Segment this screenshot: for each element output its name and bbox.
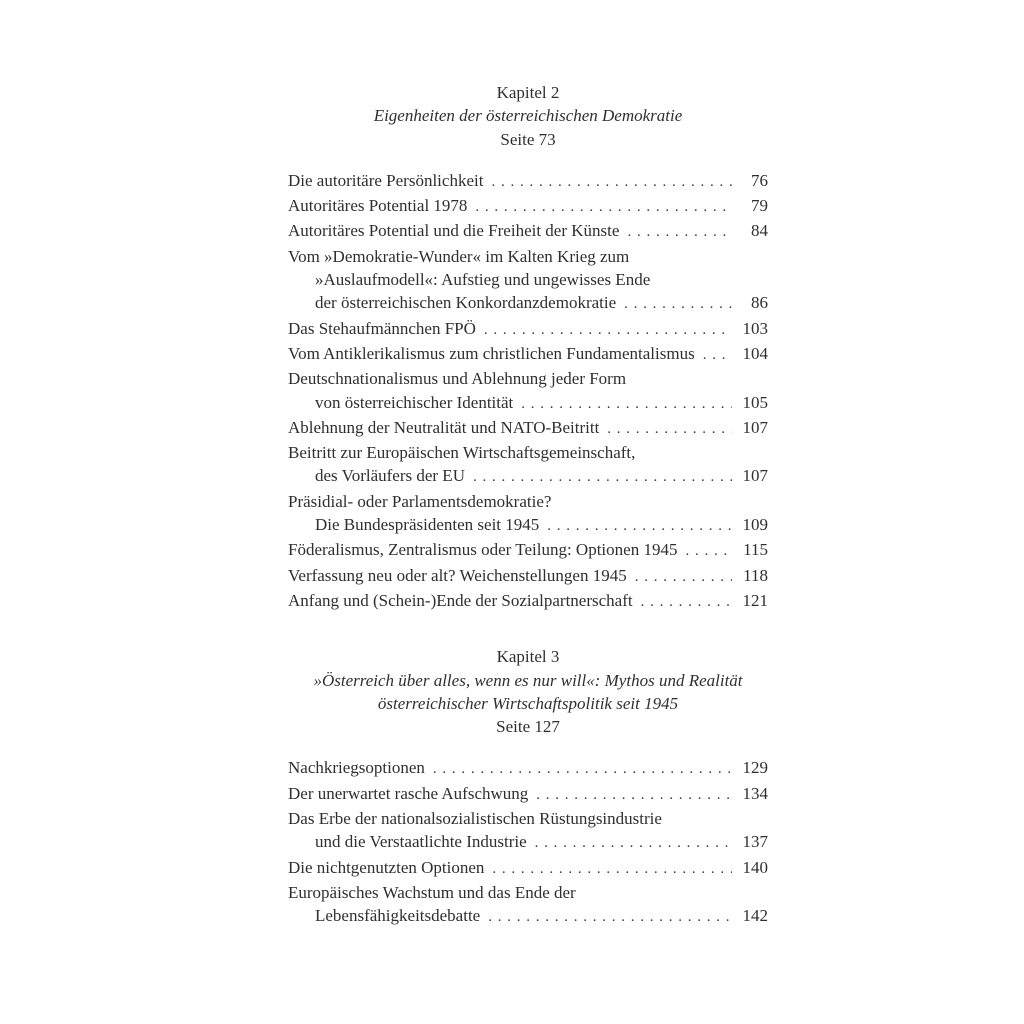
entry-text: Ablehnung der Neutralität und NATO-Beitritt xyxy=(288,417,600,437)
toc-entry xyxy=(288,538,768,563)
dot-leader xyxy=(685,538,732,563)
dot-leader xyxy=(488,904,732,929)
toc-entry-line xyxy=(288,291,768,316)
entry-text: des Vorläufers der EU xyxy=(315,466,465,486)
toc-entry-line xyxy=(288,194,768,219)
entry-text: von österreichischer Identität xyxy=(315,392,514,412)
page-number: 86 xyxy=(751,293,768,313)
toc-entry xyxy=(288,807,768,856)
dot-leader xyxy=(491,169,732,194)
toc-entry xyxy=(288,756,768,781)
toc-entry xyxy=(288,490,768,539)
table-of-contents xyxy=(288,81,768,930)
chapter-title: Kapitel 2 xyxy=(496,83,560,102)
entry-text: Deutschnationalismus und Ablehnung jeder Form xyxy=(288,369,627,389)
dot-leader xyxy=(492,856,732,881)
toc-entry xyxy=(288,245,768,317)
page-number: 142 xyxy=(742,906,768,926)
entry-text: der österreichischen Konkordanzdemokratie xyxy=(315,293,617,313)
toc-entry-line xyxy=(288,807,768,830)
toc-entry-line xyxy=(288,782,768,807)
entry-text: Anfang und (Schein-)Ende der Sozialpartnerschaft xyxy=(288,590,633,610)
chapter-start-page: Seite 127 xyxy=(496,717,560,737)
toc-entry-line xyxy=(288,245,768,268)
toc-entry xyxy=(288,856,768,881)
toc-entry xyxy=(288,881,768,930)
toc-entry xyxy=(288,342,768,367)
page-number: 121 xyxy=(742,590,768,610)
page-number: 84 xyxy=(751,221,768,241)
chapter-heading-block xyxy=(288,81,768,151)
toc-entry-line xyxy=(288,342,768,367)
entry-text: Vom »Demokratie-Wunder« im Kalten Krieg zum xyxy=(288,246,630,266)
chapter-start-page: Seite 73 xyxy=(500,129,556,149)
toc-entry xyxy=(288,441,768,490)
dot-leader xyxy=(635,564,732,589)
toc-entry-line xyxy=(288,464,768,489)
chapter-heading-block xyxy=(288,645,768,738)
entry-text: Die Bundespräsidenten seit 1945 xyxy=(315,515,540,535)
entry-text: Vom Antiklerikalismus zum christlichen Fundamentalismus xyxy=(288,343,695,363)
chapter-entry-list xyxy=(288,756,768,929)
dot-leader xyxy=(521,391,732,416)
toc-entry-line xyxy=(288,756,768,781)
toc-entry xyxy=(288,782,768,807)
page-number: 107 xyxy=(742,466,768,486)
page-number: 137 xyxy=(742,832,768,852)
page-number: 105 xyxy=(742,392,768,412)
toc-entry-line xyxy=(288,441,768,464)
page-number: 140 xyxy=(742,857,768,877)
entry-text: Präsidial- oder Parlamentsdemokratie? xyxy=(288,491,552,511)
entry-text: Das Stehaufmännchen FPÖ xyxy=(288,318,476,338)
toc-entry-line xyxy=(288,317,768,342)
toc-entry-line xyxy=(288,513,768,538)
dot-leader xyxy=(536,782,732,807)
toc-entry xyxy=(288,589,768,614)
toc-entry xyxy=(288,169,768,194)
toc-entry-line xyxy=(288,881,768,904)
dot-leader xyxy=(607,416,732,441)
page-number: 134 xyxy=(742,783,768,803)
entry-text: und die Verstaatlichte Industrie xyxy=(315,832,527,852)
entry-text: Lebensfähigkeitsdebatte xyxy=(315,906,481,926)
dot-leader xyxy=(473,464,732,489)
toc-entry xyxy=(288,564,768,589)
page-number: 107 xyxy=(742,417,768,437)
entry-text: Föderalismus, Zentralismus oder Teilung: Optionen 1945 xyxy=(288,540,678,560)
entry-text: Beitritt zur Europäischen Wirtschaftsgemeinschaft, xyxy=(288,443,636,463)
toc-entry xyxy=(288,194,768,219)
toc-entry-line xyxy=(288,904,768,929)
toc-entry-line xyxy=(288,564,768,589)
entry-text: Europäisches Wachstum und das Ende der xyxy=(288,882,576,902)
toc-entry-line xyxy=(288,856,768,881)
entry-text: Verfassung neu oder alt? Weichenstellungen 1945 xyxy=(288,565,627,585)
chapter-entry-list xyxy=(288,169,768,614)
page-number: 79 xyxy=(751,196,768,216)
entry-text: Nachkriegsoptionen xyxy=(288,758,425,778)
toc-entry-line xyxy=(288,589,768,614)
dot-leader xyxy=(475,194,732,219)
chapter-subtitle: österreichischer Wirtschaftspolitik seit 1945 xyxy=(377,693,679,713)
entry-text: Die autoritäre Persönlichkeit xyxy=(288,170,484,190)
toc-entry-line xyxy=(288,268,768,291)
page-number: 76 xyxy=(751,170,768,190)
toc-entry xyxy=(288,416,768,441)
dot-leader xyxy=(627,219,732,244)
dot-leader xyxy=(433,756,732,781)
toc-entry-line xyxy=(288,490,768,513)
toc-entry-line xyxy=(288,219,768,244)
entry-text: Autoritäres Potential 1978 xyxy=(288,196,468,216)
dot-leader xyxy=(535,830,732,855)
entry-text: Das Erbe der nationalsozialistischen Rüstungsindustrie xyxy=(288,809,662,829)
toc-entry-line xyxy=(288,391,768,416)
dot-leader xyxy=(624,291,732,316)
chapter-title: Kapitel 3 xyxy=(496,647,560,667)
entry-text: Autoritäres Potential und die Freiheit der Künste xyxy=(288,221,620,241)
toc-entry-line xyxy=(288,169,768,194)
toc-entry xyxy=(288,367,768,416)
toc-entry xyxy=(288,219,768,244)
entry-text: »Auslaufmodell«: Aufstieg und ungewisses Ende xyxy=(315,270,651,290)
dot-leader xyxy=(703,342,732,367)
page-number: 104 xyxy=(742,343,768,363)
chapter-subtitle: »Österreich über alles, wenn es nur will«: Mythos und Realität xyxy=(313,670,743,690)
page-number: 109 xyxy=(742,515,768,535)
dot-leader xyxy=(641,589,732,614)
toc-entry-line xyxy=(288,367,768,390)
toc-entry-line xyxy=(288,830,768,855)
toc-entry xyxy=(288,317,768,342)
dot-leader xyxy=(547,513,732,538)
toc-entry-line xyxy=(288,538,768,563)
chapter-subtitle: Eigenheiten der österreichischen Demokratie xyxy=(373,106,683,126)
entry-text: Der unerwartet rasche Aufschwung xyxy=(288,783,529,803)
chapter-block xyxy=(288,645,768,929)
page-number: 103 xyxy=(742,318,768,338)
dot-leader xyxy=(484,317,732,342)
page-number: 129 xyxy=(742,758,768,778)
page-number: 115 xyxy=(743,540,768,560)
entry-text: Die nichtgenutzten Optionen xyxy=(288,857,485,877)
toc-entry-line xyxy=(288,416,768,441)
page-number: 118 xyxy=(743,565,768,585)
chapter-block xyxy=(288,81,768,614)
